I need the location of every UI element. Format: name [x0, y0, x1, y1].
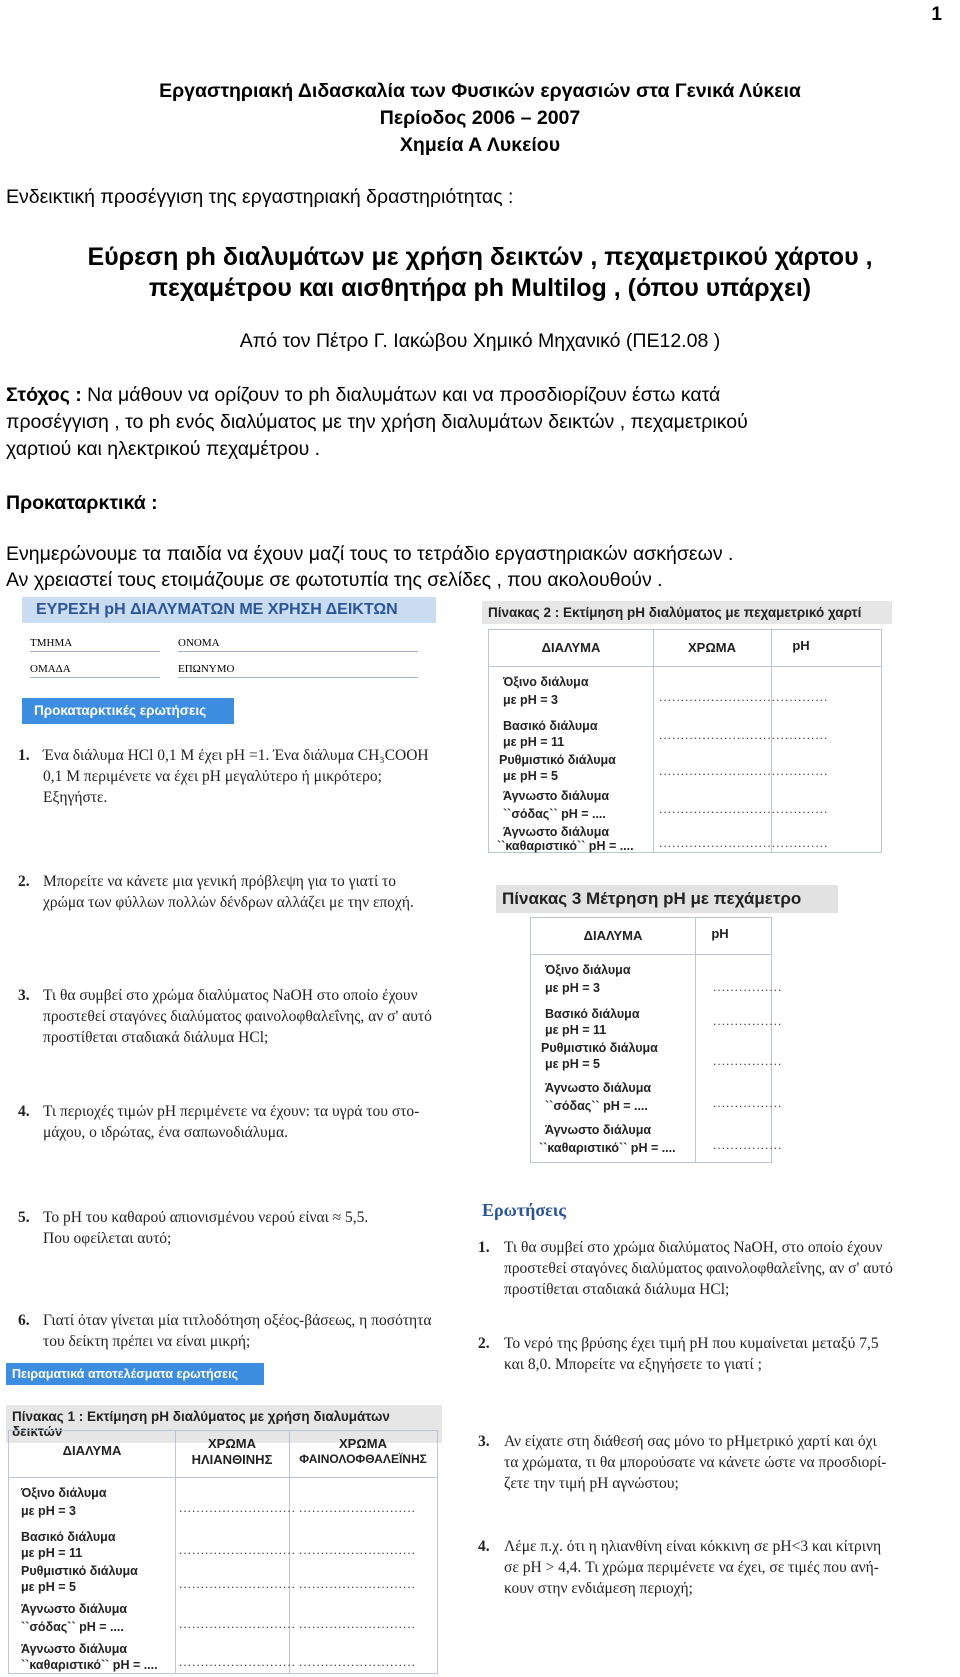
q3-number: 3. [18, 987, 30, 1004]
q5-number: 5. [18, 1209, 30, 1226]
e3-number: 3. [478, 1433, 490, 1450]
q3-line-2: προστεθεί σταγόνες διαλύματος φαινολοφθαλεΐνης, αν σ' αυτό [43, 1008, 432, 1025]
table2-row2-dots-a: ............................. [659, 728, 785, 742]
table1-col-methyl-orange-1: ΧΡΩΜΑ [208, 1436, 256, 1451]
goal-label: Στόχος : [6, 384, 82, 406]
table2-row1-l2: με pH = 3 [503, 693, 558, 707]
table1-col-methyl-orange-2: ΗΛΙΑΝΘΙΝΗΣ [191, 1452, 273, 1467]
table1-row5-dots-b: ........................... [299, 1655, 417, 1669]
e2-number: 2. [478, 1335, 490, 1352]
e1-line-3: προστίθεται σταδιακά διάλυμα HCl; [504, 1281, 730, 1298]
q1-line-1: Ένα διάλυμα HCl 0,1 M έχει pH =1. Ένα διάλυμα CH₃COOH [43, 747, 429, 764]
worksheet-scan [0, 595, 960, 1677]
table1-row3-dots-a: ........................... [179, 1577, 297, 1591]
table3-row5-dots: ................ [713, 1138, 783, 1152]
author-line: Από τον Πέτρο Γ. Ιακώβου Χημικό Μηχανικό (ΠΕ12.08 ) [239, 330, 721, 352]
table3 [530, 917, 783, 1163]
table3-row5-l2: ``καθαριστικό`` pH = .... [539, 1141, 676, 1155]
table1-row2-dots-b: ........................... [299, 1543, 417, 1557]
title-line-2: πεχαμέτρου και αισθητήρα ph Multilog , (όπου υπάρχει) [148, 274, 812, 302]
table2-row5-l2: ``καθαριστικό`` pH = .... [497, 839, 634, 853]
prelim-label: Προκαταρκτικά : [6, 492, 158, 514]
q6-line-1: Γιατί όταν γίνεται μία τιτλοδότηση οξέος-βάσεως, η ποσότητα [43, 1312, 432, 1329]
q3-line-3: προστίθεται σταδιακά διάλυμα HCl; [43, 1029, 269, 1046]
table1-row4-l2: ``σόδας`` pH = .... [21, 1620, 124, 1634]
e1-line-2: προστεθεί σταγόνες διαλύματος φαινολοφθαλεΐνης, αν σ' αυτό [504, 1260, 893, 1277]
e4-line-1: Λέμε π.χ. ότι η ηλιανθίνη είναι κόκκινη σε pH<3 και κίτρινη [504, 1538, 882, 1555]
table3-col-solution: ΔΙΑΛΥΜΑ [583, 928, 643, 943]
q4-number: 4. [18, 1103, 30, 1120]
table2-row5-l1: Άγνωστο διάλυμα [503, 825, 610, 839]
q2-line-2: χρώμα των φύλλων πολλών δένδρων αλλάζει με την εποχή. [43, 894, 414, 911]
field-name-line [178, 651, 418, 652]
table3-row1-l2: με pH = 3 [545, 981, 600, 995]
table2-row1-dots-a: ............................. [659, 690, 785, 704]
table1-row3-l2: με pH = 5 [21, 1580, 76, 1594]
table2-col-color: ΧΡΩΜΑ [688, 640, 736, 655]
table1-row5-dots-a: ........................... [179, 1655, 297, 1669]
table1-row2-l2: με pH = 11 [21, 1546, 83, 1560]
table3-row1-dots: ................ [713, 980, 783, 994]
table2-col-solution: ΔΙΑΛΥΜΑ [541, 640, 601, 655]
table1-col-solution: ΔΙΑΛΥΜΑ [62, 1443, 122, 1458]
table1-row2-dots-a: ........................... [179, 1543, 297, 1557]
field-name-label: ΟΝΟΜΑ [178, 637, 220, 649]
goal-text-1: Να μάθουν να ορίζουν το ph διαλυμάτων και να προσδιορίζουν έστω κατά [81, 384, 721, 406]
field-group-line [30, 677, 160, 678]
q6-line-2: του δείκτη πρέπει να είναι μικρή; [43, 1333, 251, 1350]
table1-row1-l1: Όξινο διάλυμα [21, 1486, 107, 1500]
table3-row4-l1: Άγνωστο διάλυμα [545, 1081, 652, 1095]
q1-line-3: Εξηγήστε. [43, 789, 108, 806]
table1-row4-dots-b: ........................... [299, 1617, 417, 1631]
q5-line-2: Που οφείλεται αυτό; [43, 1230, 172, 1247]
table2-row3-dots-b: .......... [785, 764, 829, 778]
title-line-1: Εύρεση ph διαλυμάτων με χρήση δεικτών , πεχαμετρικού χάρτου , [87, 243, 873, 271]
table1-row3-dots-b: ........................... [299, 1577, 417, 1591]
e3-line-1: Αν είχατε στη διάθεσή σας μόνο το pHμετρικό χαρτί και όχι [504, 1433, 877, 1450]
header-line-3: Χημεία Α Λυκείου [399, 134, 561, 156]
table3-row1-l1: Όξινο διάλυμα [545, 963, 631, 977]
table3-title: Πίνακας 3 Μέτρηση pH με πεχάμετρο [496, 885, 838, 913]
table1-row1-l2: με pH = 3 [21, 1504, 76, 1518]
table2-row4-l1: Άγνωστο διάλυμα [503, 789, 610, 803]
e3-line-3: ζετε την τιμή pH αγνώστου; [504, 1475, 679, 1492]
worksheet-banner: ΕΥΡΕΣΗ pH ΔΙΑΛΥΜΑΤΩΝ ΜΕ ΧΡΗΣΗ ΔΕΙΚΤΩΝ [22, 597, 436, 623]
intro-label: Ενδεικτική προσέγγιση της εργαστηριακή δραστηριότητας : [6, 186, 514, 208]
prelim-line-2: Αν χρειαστεί τους ετοιμάζουμε σε φωτοτυπία της σελίδες , που ακολουθούν . [6, 569, 663, 591]
e2-line-1: Το νερό της βρύσης έχει τιμή pH που κυμαίνεται μεταξύ 7,5 [504, 1335, 879, 1352]
q5-line-1: Το pH του καθαρού απιονισμένου νερού είναι ≈ 5,5. [43, 1209, 369, 1226]
results-bar: Πειραματικά αποτελέσματα ερωτήσεις [6, 1363, 264, 1385]
q6-number: 6. [18, 1312, 30, 1329]
table2-row2-l2: με pH = 11 [503, 735, 565, 749]
table3-row2-dots: ................ [713, 1014, 783, 1028]
field-surname-label: ΕΠΩΝΥΜΟ [178, 663, 235, 675]
field-group-label: ΟΜΑΔΑ [30, 663, 71, 675]
table1-row4-l1: Άγνωστο διάλυμα [21, 1602, 128, 1616]
header-line-2: Περίοδος 2006 – 2007 [379, 107, 581, 129]
e4-line-2: σε pH > 4,4. Τι χρώμα περιμένετε να έχει, σε τιμές που ανή- [504, 1559, 879, 1576]
table3-row3-l1: Ρυθμιστικό διάλυμα [541, 1041, 658, 1055]
table2-col-ph: pH [792, 638, 810, 653]
goal-line-3: χαρτιού και ηλεκτρικού πεχαμέτρου . [6, 438, 321, 460]
table2-row3-l2: με pH = 5 [503, 769, 558, 783]
table1 [8, 1430, 438, 1674]
e4-line-3: κουν στην ενδιάμεση περιοχή; [504, 1580, 693, 1597]
table1-row2-l1: Βασικό διάλυμα [21, 1530, 116, 1544]
table2-row1-dots-b: .......... [785, 690, 829, 704]
table2-row1-l1: Όξινο διάλυμα [503, 675, 589, 689]
table3-row2-l1: Βασικό διάλυμα [545, 1007, 640, 1021]
table1-col-phenolphthalein-2: ΦΑΙΝΟΛΟΦΘΑΛΕΪΝΗΣ [299, 1452, 427, 1466]
table1-row1-dots-a: ........................... [179, 1501, 297, 1515]
e3-line-2: τα χρώματα, τι θα μπορούσατε να κάνετε ώστε να προσδιορί- [504, 1454, 887, 1471]
table3-row2-l2: με pH = 11 [545, 1023, 607, 1037]
goal-line-1 [6, 382, 720, 409]
table3-row3-dots: ................ [713, 1054, 783, 1068]
table1-col-phenolphthalein-1: ΧΡΩΜΑ [339, 1436, 387, 1451]
table1-row4-dots-a: ........................... [179, 1617, 297, 1631]
q2-number: 2. [18, 873, 30, 890]
questions-heading: Ερωτήσεις [482, 1200, 566, 1220]
field-class-line [30, 651, 160, 652]
table1-row5-l2: ``καθαριστικό`` pH = .... [21, 1658, 158, 1672]
table3-row4-dots: ................ [713, 1096, 783, 1110]
q1-number: 1. [18, 747, 30, 764]
table2-row5-dots-a: ............................. [659, 836, 785, 850]
q4-line-1: Τι περιοχές τιμών pH περιμένετε να έχουν: τα υγρά του στο- [43, 1103, 420, 1120]
table2-row4-l2: ``σόδας`` pH = .... [503, 807, 606, 821]
q1-line-2: 0,1 M περιμένετε να έχει pH μεγαλύτερο ή μικρότερο; [43, 768, 382, 785]
q2-line-1: Μπορείτε να κάνετε μια γενική πρόβλεψη για το γιατί το [43, 873, 397, 890]
table2-row4-dots-b: .......... [785, 802, 829, 816]
table2-row3-l1: Ρυθμιστικό διάλυμα [499, 753, 616, 767]
table2-row3-dots-a: ............................. [659, 764, 785, 778]
page-number: 1 [931, 4, 942, 25]
table2-row2-l1: Βασικό διάλυμα [503, 719, 598, 733]
header-line-1: Εργαστηριακή Διδασκαλία των Φυσικών εργασιών στα Γενικά Λύκεια [159, 80, 801, 102]
q4-line-2: μάχου, ο ιδρώτας, ένα σαπωνοδιάλυμα. [43, 1124, 289, 1141]
table3-row5-l1: Άγνωστο διάλυμα [545, 1123, 652, 1137]
e1-line-1: Τι θα συμβεί στο χρώμα διαλύματος NaOH, στο οποίο έχουν [504, 1239, 883, 1256]
table1-title: Πίνακας 1 : Εκτίμηση pH διαλύματος με χρήση διαλυμάτων δεικτών [6, 1405, 442, 1443]
table1-row5-l1: Άγνωστο διάλυμα [21, 1642, 128, 1656]
goal-line-2: προσέγγιση , το ph ενός διαλύματος με την χρήση διαλυμάτων δεικτών , πεχαμετρικού [6, 411, 748, 433]
field-class-label: ΤΜΗΜΑ [30, 637, 73, 649]
e4-number: 4. [478, 1538, 490, 1555]
prelim-questions-bar: Προκαταρκτικές ερωτήσεις [22, 698, 234, 724]
table3-row4-l2: ``σόδας`` pH = .... [545, 1099, 648, 1113]
field-surname-line [178, 677, 418, 678]
table3-row3-l2: με pH = 5 [545, 1057, 600, 1071]
table1-row1-dots-b: ........................... [299, 1501, 417, 1515]
table2-row5-dots-b: .......... [785, 836, 829, 850]
table2-row4-dots-a: ............................. [659, 802, 785, 816]
table3-col-ph: pH [711, 926, 729, 941]
table2-title: Πίνακας 2 : Εκτίμηση pH διαλύματος με πεχαμετρικό χαρτί [482, 601, 892, 624]
q3-line-1: Τι θα συμβεί στο χρώμα διαλύματος NaOH στο οποίο έχουν [43, 987, 418, 1004]
table2 [488, 629, 882, 853]
e2-line-2: και 8,0. Μπορείτε να εξηγήσετε το γιατί ; [504, 1356, 762, 1373]
e1-number: 1. [478, 1239, 490, 1256]
table2-row2-dots-b: .......... [785, 728, 829, 742]
table1-row3-l1: Ρυθμιστικό διάλυμα [21, 1564, 138, 1578]
prelim-line-1: Ενημερώνουμε τα παιδία να έχουν μαζί τους το τετράδιο εργαστηριακών ασκήσεων . [6, 543, 734, 565]
